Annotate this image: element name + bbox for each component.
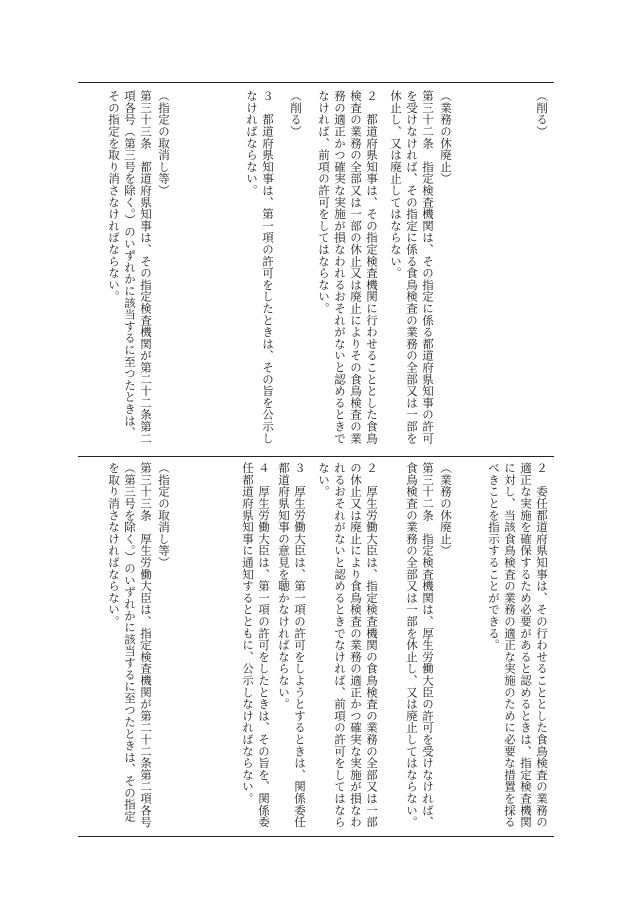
upper-col-7: （指定の取消し等）: [157, 90, 171, 197]
lower-col-8: 第三十三条 厚生労働大臣は、指定検査機関が第二十二条第二項各号（第三号を除く。）のいずれかに該当するに至つたときは、その指定を取り消さなければならない。: [107, 462, 153, 828]
upper-col-8: 第三十三条 都道府県知事は、その指定検査機関が第二十二条第二項各号（第三号を除く。）のいずれかに該当するに至つたときは、その指定を取り消さなければならない。: [107, 90, 153, 444]
lower-col-2: （業務の休廃止）: [439, 462, 453, 557]
lower-col-6: ４ 厚生労働大臣は、第一項の許可をしたときは、その旨を、関係委任都道府県知事に通知するとともに、公示しなければならない。: [241, 462, 271, 828]
top-rule: [78, 82, 554, 83]
lower-col-4: ２ 厚生労働大臣は、指定検査機関の食鳥検査の業務の全部又は一部の休止又は廃止により食鳥検査の業務の適正かつ確実な実施が損なわれるおそれがないと認めるときでなければ、前項の許可をしてはならない。: [317, 462, 379, 828]
middle-rule: [78, 456, 554, 457]
bottom-rule: [78, 836, 554, 837]
upper-col-3: 第三十二条 指定検査機関は、その指定に係る都道府県知事の許可を受けなければ、その指定に係る食鳥検査の業務の全部又は一部を休止し、又は廃止してはならない。: [389, 90, 435, 444]
upper-col-2: （業務の休廃止）: [439, 90, 453, 185]
upper-col-6: ３ 都道府県知事は、第一項の許可をしたときは、その旨を公示しなければならない。: [245, 90, 275, 444]
upper-col-5: （削る）: [289, 90, 303, 138]
lower-col-3: 第三十二条 指定検査機関は、厚生労働大臣の許可を受けなければ、食鳥検査の業務の全部又は一部を休止し、又は廃止してはならない。: [405, 462, 435, 828]
upper-col-1: （削る）: [535, 90, 549, 138]
upper-col-4: ２ 都道府県知事は、その指定検査機関に行わせることとした食鳥検査の業務の全部又は一部の休止又は廃止によりその食鳥検査の業務の適正かつ確実な実施が損なわれるおそれがないと認めるときでなければ、前項の許可をしてはならない。: [317, 90, 379, 444]
lower-col-7: （指定の取消し等）: [157, 462, 171, 569]
lower-col-1: ２ 委任都道府県知事は、その行わせることとした食鳥検査の業務の適正な実施を確保するため必要があると認めるときは、指定検査機関に対し、当該食鳥検査の業務の適正な実施のために必要な措置を採るべきことを指示することができる。: [487, 462, 549, 828]
lower-col-5: ３ 厚生労働大臣は、第一項の許可をしようとするときは、関係委任都道府県知事の意見を聴かなければならない。: [277, 462, 307, 828]
